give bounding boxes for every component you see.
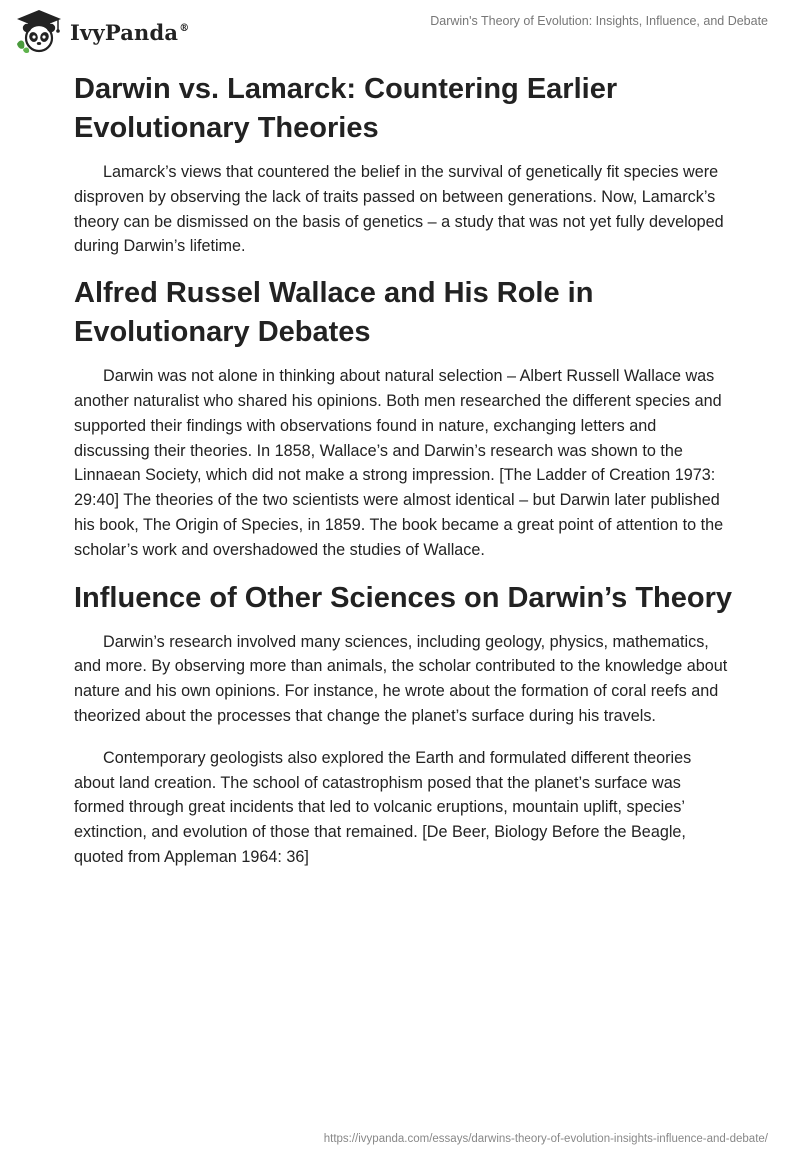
section-wallace <box>74 274 734 562</box>
section-paragraph: Darwin’s research involved many sciences, including geology, physics, mathematics, and more. By observing more than animals, the scholar contributed to the knowledge about nature and his own opinions. For instance, he wrote about the formation of coral reefs and theorized about the processes that change the planet’s surface during his travels. <box>74 632 728 725</box>
ivypanda-logo[interactable] <box>14 8 189 54</box>
essay-content <box>74 70 734 870</box>
section-heading: Alfred Russel Wallace and His Role in Evolutionary Debates <box>74 277 594 349</box>
page-header <box>0 0 800 60</box>
panda-logo-icon <box>14 8 64 54</box>
section-paragraph: Contemporary geologists also explored the Earth and formulated different theories about land creation. The school of catastrophism posed that the planet’s surface was formed through great incidents that led to volcanic eruptions, mountain uplift, species’ extinction, and evolution of those that remained. [De Beer, Biology Before the Beagle, quoted from Appleman 1964: 36] <box>74 748 692 866</box>
section-other-sciences <box>74 579 734 870</box>
section-darwin-vs-lamarck <box>74 70 734 259</box>
logo-wordmark: IvyPanda® <box>70 19 190 45</box>
section-heading: Influence of Other Sciences on Darwin’s Theory <box>74 581 733 614</box>
registered-mark: ® <box>179 22 190 34</box>
section-heading: Darwin vs. Lamarck: Countering Earlier Evolutionary Theories <box>74 73 618 144</box>
document-title: Darwin's Theory of Evolution: Insights, Influence, and Debate <box>430 14 768 28</box>
section-paragraph: Darwin was not alone in thinking about natural selection – Albert Russell Wallace was another naturalist who shared his opinions. Both men researched the different species and supported their findings with observations found in nature, exchanging letters and discussing their theories. In 1858, Wallace’s and Darwin’s research was shown to the Linnaean Society, which did not make a strong impression. [The Ladder of Creation 1973: 29:40] The theories of the two scientists were almost identical – but Darwin later published his book, The Origin of Species, in 1859. The book became a great point of attention to the scholar’s work and overshadowed the studies of Wallace. <box>74 367 724 559</box>
source-url[interactable]: https://ivypanda.com/essays/darwins-theory-of-evolution-insights-influence-and-debate/ <box>323 1133 768 1145</box>
section-paragraph: Lamarck’s views that countered the belief in the survival of genetically fit species were disproven by observing the lack of traits passed on between generations. Now, Lamarck’s theory can be dismissed on the basis of genetics – a study that was not yet fully developed during Darwin’s lifetime. <box>74 163 724 256</box>
